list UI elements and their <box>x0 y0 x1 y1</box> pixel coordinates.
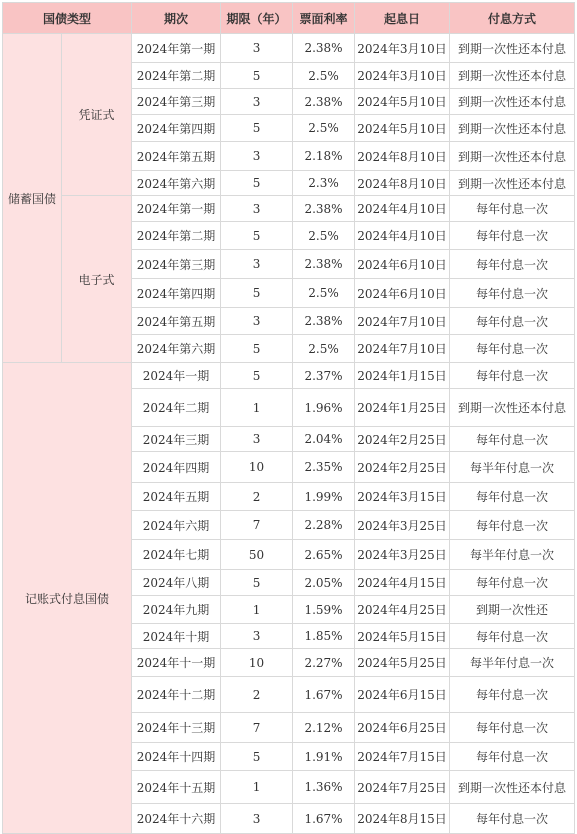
issue-cell: 2024年五期 <box>132 483 221 511</box>
issue-cell: 2024年第三期 <box>132 250 221 279</box>
payment-method-cell: 每年付息一次 <box>450 743 575 771</box>
issue-cell: 2024年第一期 <box>132 196 221 222</box>
coupon-rate-cell: 2.28% <box>293 511 355 540</box>
coupon-rate-cell: 2.05% <box>293 570 355 596</box>
payment-method-cell: 每年付息一次 <box>450 279 575 308</box>
term-cell: 5 <box>221 279 293 308</box>
issue-cell: 2024年第六期 <box>132 171 221 196</box>
issue-cell: 2024年十期 <box>132 624 221 649</box>
payment-method-cell: 到期一次性还本付息 <box>450 389 575 427</box>
term-cell: 5 <box>221 570 293 596</box>
value-date-cell: 2024年7月15日 <box>355 743 450 771</box>
value-date-cell: 2024年4月10日 <box>355 222 450 250</box>
value-date-cell: 2024年3月25日 <box>355 511 450 540</box>
coupon-rate-cell: 2.65% <box>293 540 355 570</box>
coupon-rate-cell: 1.91% <box>293 743 355 771</box>
coupon-rate-cell: 1.85% <box>293 624 355 649</box>
value-date-cell: 2024年8月10日 <box>355 171 450 196</box>
payment-method-cell: 到期一次性还本付息 <box>450 171 575 196</box>
subcategory-electronic: 电子式 <box>62 196 132 363</box>
table-row <box>3 363 575 389</box>
subcategory-voucher: 凭证式 <box>62 34 132 196</box>
payment-method-cell: 每年付息一次 <box>450 511 575 540</box>
issue-cell: 2024年十六期 <box>132 804 221 834</box>
term-cell: 3 <box>221 250 293 279</box>
value-date-cell: 2024年5月10日 <box>355 89 450 115</box>
issue-cell: 2024年第二期 <box>132 63 221 89</box>
coupon-rate-cell: 2.12% <box>293 713 355 743</box>
term-cell: 5 <box>221 171 293 196</box>
coupon-rate-cell: 2.5% <box>293 115 355 142</box>
issue-cell: 2024年十一期 <box>132 649 221 677</box>
coupon-rate-cell: 2.04% <box>293 427 355 452</box>
payment-method-cell: 每年付息一次 <box>450 483 575 511</box>
coupon-rate-cell: 1.67% <box>293 677 355 713</box>
term-cell: 5 <box>221 743 293 771</box>
issue-cell: 2024年第三期 <box>132 89 221 115</box>
term-cell: 50 <box>221 540 293 570</box>
value-date-cell: 2024年7月10日 <box>355 308 450 335</box>
issue-cell: 2024年第一期 <box>132 34 221 63</box>
issue-cell: 2024年第四期 <box>132 115 221 142</box>
issue-cell: 2024年七期 <box>132 540 221 570</box>
issue-cell: 2024年第六期 <box>132 335 221 363</box>
table-row <box>3 34 575 63</box>
term-cell: 2 <box>221 677 293 713</box>
value-date-cell: 2024年6月25日 <box>355 713 450 743</box>
coupon-rate-cell: 2.5% <box>293 222 355 250</box>
payment-method-cell: 每年付息一次 <box>450 570 575 596</box>
value-date-cell: 2024年2月25日 <box>355 427 450 452</box>
header-payment-method: 付息方式 <box>450 3 575 34</box>
value-date-cell: 2024年3月10日 <box>355 34 450 63</box>
header-row <box>3 3 575 34</box>
payment-method-cell: 每年付息一次 <box>450 250 575 279</box>
term-cell: 7 <box>221 713 293 743</box>
issue-cell: 2024年九期 <box>132 596 221 624</box>
payment-method-cell: 每半年付息一次 <box>450 452 575 483</box>
payment-method-cell: 到期一次性还本付息 <box>450 771 575 804</box>
payment-method-cell: 到期一次性还本付息 <box>450 142 575 171</box>
coupon-rate-cell: 2.35% <box>293 452 355 483</box>
value-date-cell: 2024年8月15日 <box>355 804 450 834</box>
coupon-rate-cell: 2.5% <box>293 335 355 363</box>
coupon-rate-cell: 1.67% <box>293 804 355 834</box>
term-cell: 3 <box>221 196 293 222</box>
term-cell: 5 <box>221 335 293 363</box>
term-cell: 3 <box>221 142 293 171</box>
payment-method-cell: 到期一次性还 <box>450 596 575 624</box>
term-cell: 10 <box>221 649 293 677</box>
header-value-date: 起息日 <box>355 3 450 34</box>
payment-method-cell: 每年付息一次 <box>450 308 575 335</box>
payment-method-cell: 每半年付息一次 <box>450 540 575 570</box>
coupon-rate-cell: 2.5% <box>293 63 355 89</box>
payment-method-cell: 每年付息一次 <box>450 677 575 713</box>
coupon-rate-cell: 2.5% <box>293 279 355 308</box>
bond-table <box>2 2 575 834</box>
term-cell: 3 <box>221 308 293 335</box>
issue-cell: 2024年十四期 <box>132 743 221 771</box>
term-cell: 1 <box>221 771 293 804</box>
payment-method-cell: 每半年付息一次 <box>450 649 575 677</box>
issue-cell: 2024年第二期 <box>132 222 221 250</box>
term-cell: 3 <box>221 427 293 452</box>
coupon-rate-cell: 2.38% <box>293 250 355 279</box>
coupon-rate-cell: 1.36% <box>293 771 355 804</box>
value-date-cell: 2024年1月25日 <box>355 389 450 427</box>
issue-cell: 2024年一期 <box>132 363 221 389</box>
issue-cell: 2024年十三期 <box>132 713 221 743</box>
issue-cell: 2024年第五期 <box>132 142 221 171</box>
value-date-cell: 2024年7月25日 <box>355 771 450 804</box>
value-date-cell: 2024年6月15日 <box>355 677 450 713</box>
header-term: 期限（年） <box>221 3 293 34</box>
term-cell: 3 <box>221 804 293 834</box>
header-coupon-rate: 票面利率 <box>293 3 355 34</box>
value-date-cell: 2024年8月10日 <box>355 142 450 171</box>
term-cell: 3 <box>221 89 293 115</box>
payment-method-cell: 每年付息一次 <box>450 624 575 649</box>
issue-cell: 2024年第四期 <box>132 279 221 308</box>
issue-cell: 2024年十二期 <box>132 677 221 713</box>
term-cell: 5 <box>221 363 293 389</box>
coupon-rate-cell: 1.59% <box>293 596 355 624</box>
value-date-cell: 2024年3月10日 <box>355 63 450 89</box>
table-row <box>3 196 575 222</box>
term-cell: 1 <box>221 596 293 624</box>
value-date-cell: 2024年4月25日 <box>355 596 450 624</box>
payment-method-cell: 每年付息一次 <box>450 427 575 452</box>
payment-method-cell: 到期一次性还本付息 <box>450 63 575 89</box>
value-date-cell: 2024年6月10日 <box>355 279 450 308</box>
header-bond-type: 国债类型 <box>3 3 132 34</box>
coupon-rate-cell: 2.18% <box>293 142 355 171</box>
term-cell: 3 <box>221 34 293 63</box>
issue-cell: 2024年八期 <box>132 570 221 596</box>
issue-cell: 2024年十五期 <box>132 771 221 804</box>
coupon-rate-cell: 2.27% <box>293 649 355 677</box>
payment-method-cell: 到期一次性还本付息 <box>450 34 575 63</box>
payment-method-cell: 每年付息一次 <box>450 713 575 743</box>
value-date-cell: 2024年5月10日 <box>355 115 450 142</box>
issue-cell: 2024年第五期 <box>132 308 221 335</box>
value-date-cell: 2024年5月25日 <box>355 649 450 677</box>
coupon-rate-cell: 2.38% <box>293 308 355 335</box>
value-date-cell: 2024年6月10日 <box>355 250 450 279</box>
term-cell: 2 <box>221 483 293 511</box>
category-savings-bonds: 储蓄国债 <box>3 34 62 363</box>
category-book-entry-bonds: 记账式付息国债 <box>3 363 132 834</box>
value-date-cell: 2024年3月25日 <box>355 540 450 570</box>
term-cell: 5 <box>221 115 293 142</box>
payment-method-cell: 每年付息一次 <box>450 196 575 222</box>
payment-method-cell: 到期一次性还本付息 <box>450 89 575 115</box>
issue-cell: 2024年三期 <box>132 427 221 452</box>
term-cell: 5 <box>221 63 293 89</box>
coupon-rate-cell: 2.38% <box>293 89 355 115</box>
payment-method-cell: 每年付息一次 <box>450 804 575 834</box>
term-cell: 5 <box>221 222 293 250</box>
payment-method-cell: 每年付息一次 <box>450 363 575 389</box>
coupon-rate-cell: 1.99% <box>293 483 355 511</box>
issue-cell: 2024年六期 <box>132 511 221 540</box>
value-date-cell: 2024年3月15日 <box>355 483 450 511</box>
value-date-cell: 2024年1月15日 <box>355 363 450 389</box>
value-date-cell: 2024年4月15日 <box>355 570 450 596</box>
value-date-cell: 2024年5月15日 <box>355 624 450 649</box>
payment-method-cell: 每年付息一次 <box>450 222 575 250</box>
header-issue: 期次 <box>132 3 221 34</box>
coupon-rate-cell: 2.3% <box>293 171 355 196</box>
value-date-cell: 2024年4月10日 <box>355 196 450 222</box>
coupon-rate-cell: 1.96% <box>293 389 355 427</box>
issue-cell: 2024年四期 <box>132 452 221 483</box>
coupon-rate-cell: 2.38% <box>293 196 355 222</box>
term-cell: 1 <box>221 389 293 427</box>
payment-method-cell: 到期一次性还本付息 <box>450 115 575 142</box>
coupon-rate-cell: 2.38% <box>293 34 355 63</box>
issue-cell: 2024年二期 <box>132 389 221 427</box>
value-date-cell: 2024年7月10日 <box>355 335 450 363</box>
payment-method-cell: 每年付息一次 <box>450 335 575 363</box>
coupon-rate-cell: 2.37% <box>293 363 355 389</box>
term-cell: 10 <box>221 452 293 483</box>
term-cell: 7 <box>221 511 293 540</box>
term-cell: 3 <box>221 624 293 649</box>
value-date-cell: 2024年2月25日 <box>355 452 450 483</box>
